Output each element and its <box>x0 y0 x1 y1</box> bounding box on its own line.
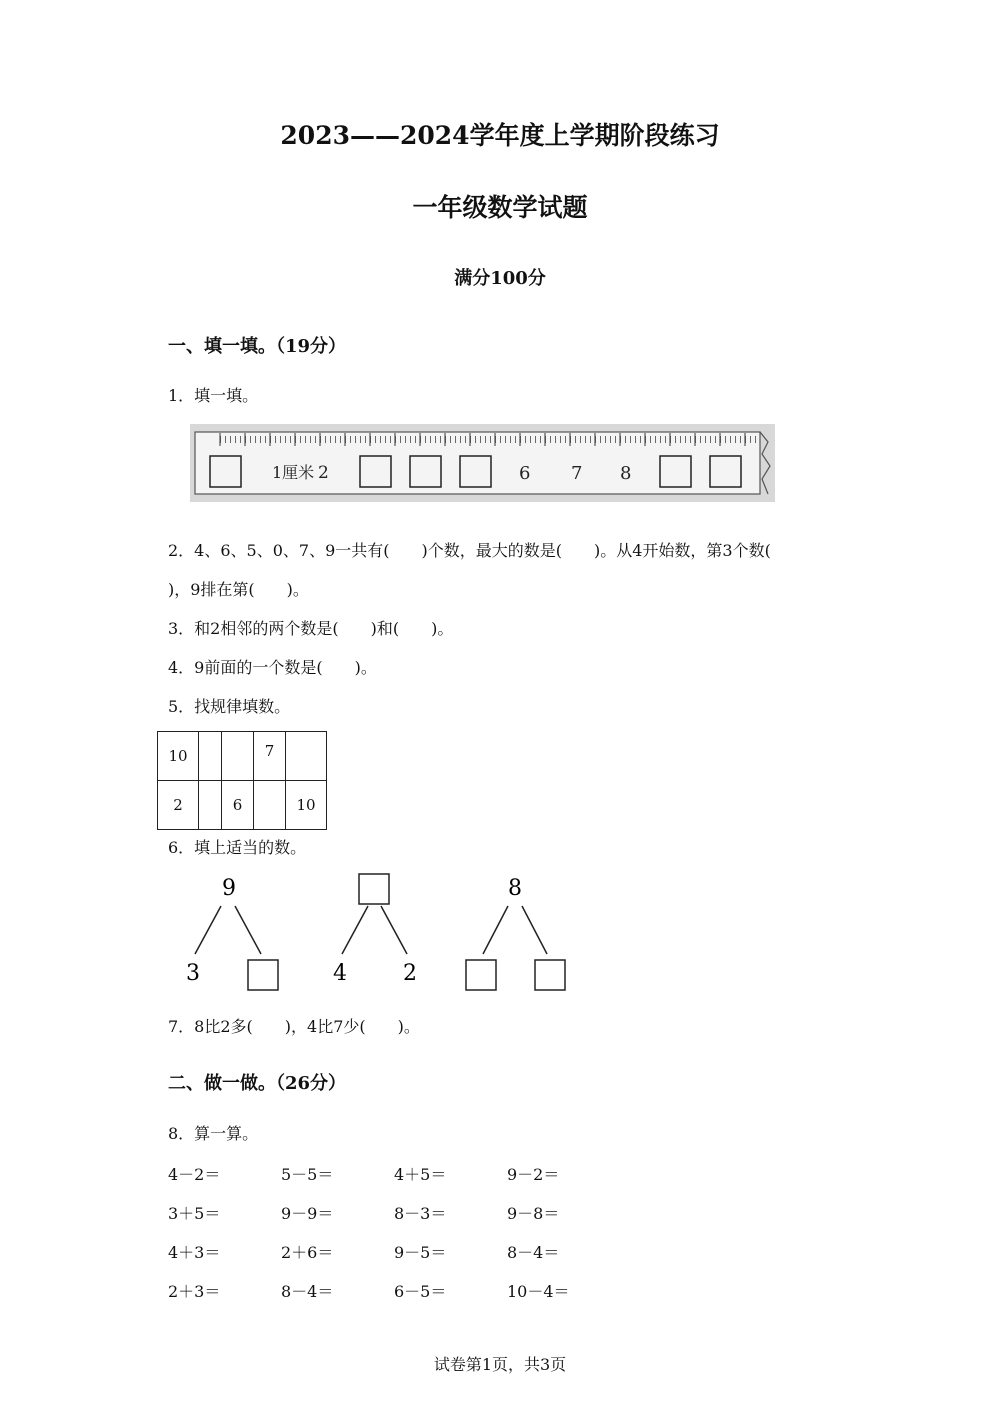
calc-item: 3＋5＝ <box>168 1204 221 1223</box>
table-cell <box>199 732 222 781</box>
number-trees <box>175 870 575 995</box>
table-cell <box>222 732 254 781</box>
calc-item: 9－9＝ <box>281 1204 334 1223</box>
table-cell: 10 <box>158 732 199 781</box>
ruler-number: 7 <box>571 463 583 484</box>
number-tree <box>466 876 565 990</box>
calc-item: 9－2＝ <box>507 1165 560 1184</box>
tree-top-number: 8 <box>508 876 522 901</box>
tree-answer-box <box>359 874 389 904</box>
question-3: 3．和2相邻的两个数是( )和( )。 <box>168 619 454 638</box>
section-1-heading: 一、填一填。（19分） <box>168 336 347 357</box>
ruler-number: 6 <box>519 463 531 484</box>
calc-item: 5－5＝ <box>281 1165 334 1184</box>
tree-left-number: 4 <box>333 961 347 986</box>
table-row <box>158 781 327 830</box>
full-score: 满分100分 <box>454 268 546 289</box>
calc-item: 9－8＝ <box>507 1204 560 1223</box>
calc-item: 8－4＝ <box>281 1282 334 1301</box>
table-cell: 10 <box>286 781 327 830</box>
section-2-heading: 二、做一做。（26分） <box>168 1073 347 1094</box>
number-tree <box>333 874 417 986</box>
calc-item: 6－5＝ <box>394 1282 447 1301</box>
calc-item: 4＋5＝ <box>394 1165 447 1184</box>
tree-left-number: 3 <box>186 961 200 986</box>
question-2-line-2: )，9排在第( )。 <box>168 580 309 599</box>
table-cell: 7 <box>254 732 286 781</box>
calc-item: 9－5＝ <box>394 1243 447 1262</box>
question-8: 8．算一算。 <box>168 1124 259 1143</box>
table-cell <box>254 781 286 830</box>
number-tree <box>186 876 278 990</box>
question-4: 4．9前面的一个数是( )。 <box>168 658 377 677</box>
ruler-number: 2 <box>318 463 329 483</box>
question-6: 6．填上适当的数。 <box>168 838 307 857</box>
ruler-image <box>190 424 775 502</box>
calc-item: 2＋3＝ <box>168 1282 221 1301</box>
calc-item: 8－3＝ <box>394 1204 447 1223</box>
tree-answer-box <box>248 960 278 990</box>
calc-item: 4＋3＝ <box>168 1243 221 1262</box>
tree-answer-box <box>466 960 496 990</box>
question-2-line-1: 2．4、6、5、0、7、9一共有( )个数，最大的数是( )。从4开始数，第3个数( <box>168 541 771 560</box>
table-cell <box>286 732 327 781</box>
table-row <box>158 732 327 781</box>
pattern-table <box>157 731 327 830</box>
calc-item: 10－4＝ <box>507 1282 570 1301</box>
table-cell: 2 <box>158 781 199 830</box>
table-cell <box>199 781 222 830</box>
ruler-number: 8 <box>620 463 632 484</box>
table-cell: 6 <box>222 781 254 830</box>
exam-title: 2023——2024学年度上学期阶段练习 <box>280 121 720 150</box>
tree-answer-box <box>535 960 565 990</box>
calc-item: 4－2＝ <box>168 1165 221 1184</box>
question-5: 5．找规律填数。 <box>168 697 291 716</box>
question-1: 1．填一填。 <box>168 386 259 405</box>
calc-item: 2＋6＝ <box>281 1243 334 1262</box>
calc-item: 8－4＝ <box>507 1243 560 1262</box>
page-footer: 试卷第1页，共3页 <box>433 1355 567 1374</box>
tree-top-number: 9 <box>222 876 236 901</box>
tree-right-number: 2 <box>403 961 417 986</box>
question-7: 7．8比2多( )，4比7少( )。 <box>168 1017 420 1036</box>
exam-subtitle: 一年级数学试题 <box>412 193 588 222</box>
ruler-label-1cm: 1厘米 <box>272 463 315 482</box>
